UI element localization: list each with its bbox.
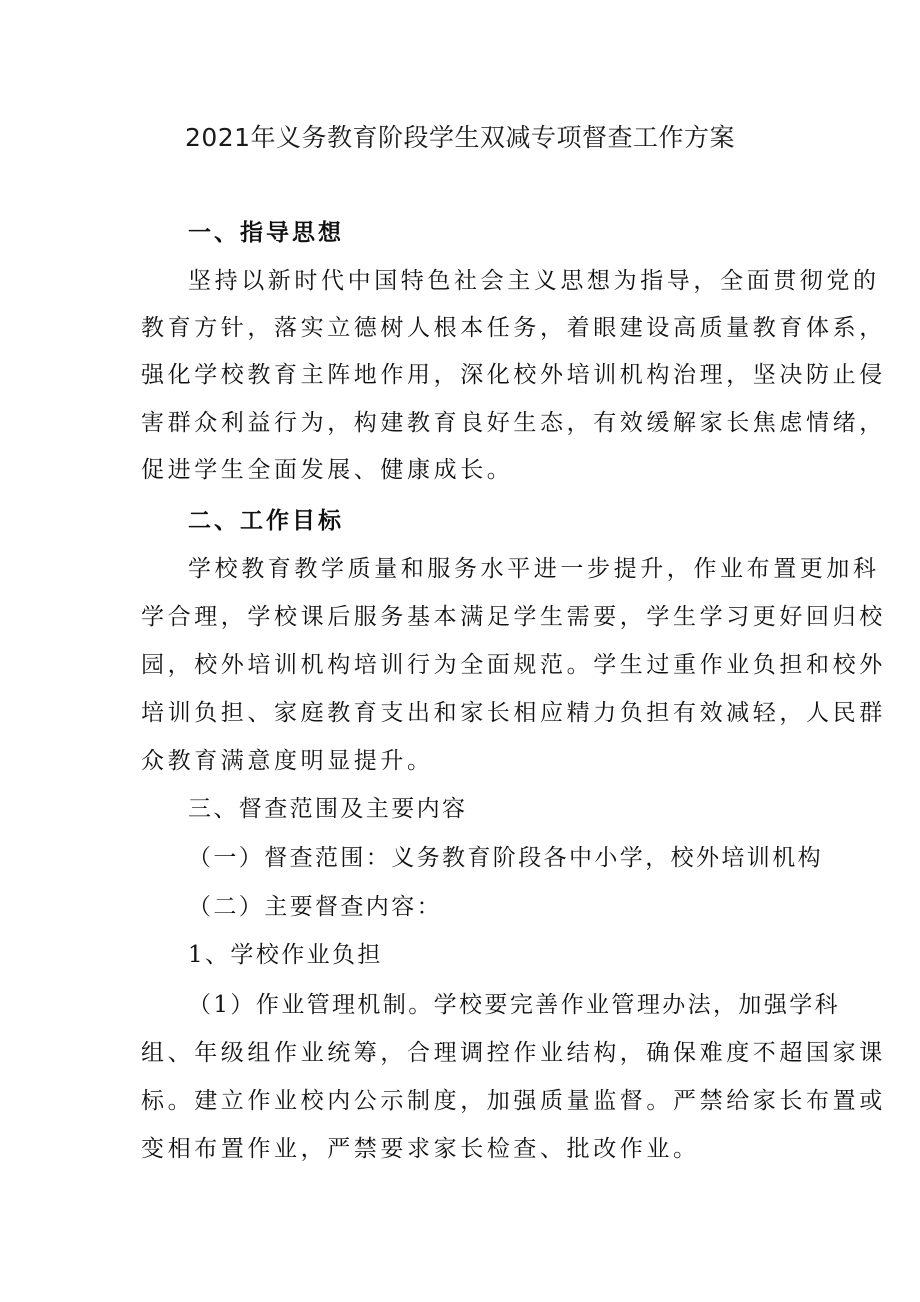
- item-heading-homework-burden: 1、学校作业负担: [188, 942, 383, 968]
- paragraph-line: 变相布置作业，严禁要求家长检查、批改作业。: [141, 1136, 700, 1162]
- paragraph-line: 强化学校教育主阵地作用，深化校外培训机构治理，坚决防止侵: [141, 362, 886, 388]
- paragraph-line: 学校教育教学质量和服务水平进一步提升，作业布置更加科: [188, 556, 880, 582]
- content-heading: （二）主要督查内容：: [188, 894, 442, 920]
- paragraph-line: 害群众利益行为，构建教育良好生态，有效缓解家长焦虑情绪，: [141, 410, 886, 436]
- section-heading-guiding-ideology: 一、指导思想: [188, 220, 344, 246]
- paragraph-line: 学合理，学校课后服务基本满足学生需要，学生学习更好回归校: [141, 604, 886, 630]
- paragraph-line: 促进学生全面发展、健康成长。: [141, 457, 514, 483]
- paragraph-line: 坚持以新时代中国特色社会主义思想为指导，全面贯彻党的: [188, 268, 880, 294]
- document-title: 2021年义务教育阶段学生双减专项督查工作方案: [184, 123, 736, 152]
- paragraph-line: 教育方针，落实立德树人根本任务，着眼建设高质量教育体系，: [141, 315, 886, 341]
- paragraph-line: 园，校外培训机构培训行为全面规范。学生过重作业负担和校外: [141, 652, 886, 678]
- section-heading-work-goals: 二、工作目标: [188, 508, 344, 534]
- paragraph-line: 标。建立作业校内公示制度，加强质量监督。严禁给家长布置或: [141, 1088, 886, 1114]
- paragraph-line: 组、年级组作业统筹，合理调控作业结构，确保难度不超国家课: [141, 1040, 886, 1066]
- scope-line: （一）督查范围：义务教育阶段各中小学，校外培训机构: [188, 845, 823, 871]
- section-heading-scope-content: 三、督查范围及主要内容: [188, 796, 468, 822]
- paragraph-line: 培训负担、家庭教育支出和家长相应精力负担有效减轻，人民群: [141, 700, 886, 726]
- paragraph-line: 众教育满意度明显提升。: [141, 748, 434, 774]
- paragraph-line: （1）作业管理机制。学校要完善作业管理办法，加强学科: [188, 992, 841, 1018]
